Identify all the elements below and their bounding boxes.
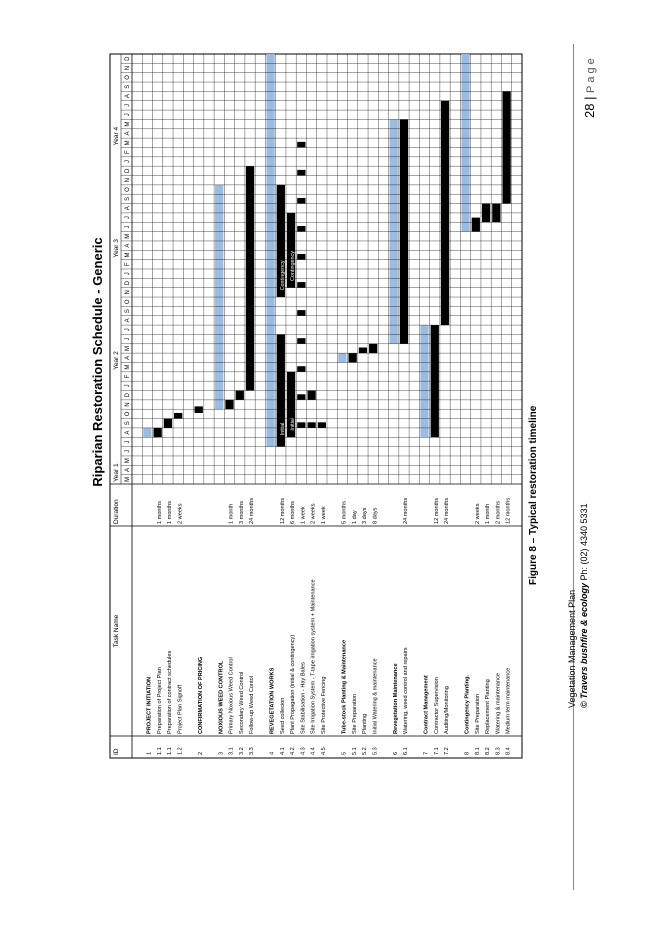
gantt-bar-row-1-0	[143, 428, 151, 437]
month-label-30: S	[125, 196, 131, 201]
month-label-33: D	[125, 168, 131, 174]
month-label-38: M	[125, 121, 131, 127]
month-label-27: J	[125, 225, 131, 229]
row-duration-3: 1 months	[167, 500, 174, 524]
row-duration-30: 24 months	[444, 497, 451, 524]
row-task-21: Site Preparation	[351, 693, 358, 734]
footer-page-number	[581, 0, 621, 118]
month-label-0: M	[125, 476, 131, 482]
month-label-16: J	[125, 328, 131, 332]
row-task-32: Contingency Planting.	[464, 674, 471, 734]
month-label-39: J	[125, 113, 131, 117]
gantt-bar-row-18-0	[318, 422, 326, 428]
row-task-28: Contract Management	[423, 675, 430, 734]
month-label-9: D	[125, 393, 131, 398]
row-id-36: 8.4	[505, 747, 512, 755]
month-label-42: S	[125, 84, 131, 89]
year-label-4: Year 4	[113, 126, 120, 146]
gantt-bar-row-16-6	[297, 254, 305, 260]
row-id-33: 8.1	[474, 747, 481, 755]
row-duration-16: 1 week	[300, 506, 307, 524]
row-task-4: Project Plan Signoff	[177, 684, 184, 734]
row-duration-35: 2 months	[495, 500, 502, 524]
row-id-22: 5.2	[362, 747, 369, 755]
row-id-13: 4	[269, 751, 276, 755]
row-id-16: 4.3	[300, 747, 307, 755]
row-id-2: 1.1	[156, 747, 163, 755]
month-label-11: F	[125, 374, 131, 379]
row-id-26: 6.1	[403, 747, 410, 755]
header-task: Task Name	[113, 614, 120, 648]
gantt-bar-row-16-7	[297, 226, 305, 232]
month-label-18: S	[125, 309, 131, 314]
gantt-bar-row-17-1	[307, 391, 315, 400]
footer-divider	[573, 44, 574, 890]
gantt-bar-row-16-3	[297, 338, 305, 344]
row-id-6: 2	[197, 751, 204, 755]
header-id: ID	[113, 748, 120, 755]
month-label-23: F	[125, 262, 131, 267]
month-label-43: O	[125, 75, 131, 80]
month-label-7: O	[125, 411, 131, 417]
row-duration-33: 2 weeks	[474, 503, 481, 524]
gantt-bar-row-16-9	[297, 170, 305, 176]
month-label-40: J	[125, 103, 131, 107]
month-label-32: N	[125, 178, 131, 183]
row-duration-20: 5 months	[341, 500, 348, 524]
row-id-4: 1.2	[177, 747, 184, 755]
row-duration-36: 12 months	[505, 497, 512, 524]
month-label-15: J	[125, 337, 131, 341]
footer-firm-line	[578, 503, 590, 708]
year-label-3: Year 3	[113, 239, 120, 258]
row-duration-9: 1 month	[228, 503, 235, 524]
gantt-bar-row-22-0	[359, 348, 367, 354]
footer-left	[566, 503, 606, 708]
month-label-3: J	[125, 449, 131, 453]
month-label-41: A	[125, 94, 131, 99]
gantt-bar-row-16-8	[297, 198, 305, 204]
figure-caption: Figure 8 – Typical restoration timeline	[528, 405, 539, 585]
month-label-17: A	[125, 318, 131, 323]
row-id-14: 4.1	[279, 747, 286, 755]
row-duration-4: 2 weeks	[177, 503, 184, 524]
row-duration-14: 12 months	[279, 497, 286, 524]
month-label-21: D	[125, 280, 131, 286]
row-id-35: 8.3	[495, 747, 502, 755]
row-task-1: PROJECT INITIATION	[146, 676, 153, 734]
row-duration-15: 6 months	[290, 500, 297, 524]
gantt-bar-row-17-0	[307, 422, 315, 428]
month-label-6: S	[125, 421, 131, 426]
gantt-bar-row-16-5	[297, 282, 305, 288]
row-id-29: 7.1	[433, 747, 440, 755]
footer-phone: Ph: (02) 4340 5331	[579, 503, 589, 583]
row-id-18: 4.5	[321, 747, 327, 755]
month-label-35: F	[125, 150, 131, 154]
month-label-36: M	[125, 140, 131, 146]
row-duration-18: 1 week	[321, 506, 327, 524]
row-task-15: Plant Propagation (initial & contingency)	[290, 634, 297, 734]
row-duration-10: 3 months	[238, 500, 245, 524]
row-duration-11: 24 months	[249, 497, 256, 524]
row-task-22: Planting	[362, 713, 369, 734]
page-word: Page	[585, 55, 597, 93]
gantt-bar-row-21-0	[349, 353, 357, 362]
month-label-8: N	[125, 402, 131, 407]
month-label-24: M	[125, 252, 131, 258]
month-label-2: M	[125, 458, 131, 464]
row-duration-2: 1 months	[156, 500, 163, 524]
row-task-18: Site Protective Fencing	[321, 676, 327, 734]
row-id-23: 5.3	[372, 747, 379, 755]
month-label-10: J	[125, 384, 131, 388]
row-id-9: 3.1	[228, 747, 235, 755]
month-label-34: J	[125, 160, 131, 163]
header-duration: Duration	[113, 499, 120, 524]
year-label-2: Year 2	[113, 351, 120, 370]
page-number: 28 |	[582, 92, 597, 118]
gantt-bar-row-16-10	[297, 142, 305, 148]
gantt-bar-row-10-0	[236, 391, 244, 400]
row-id-11: 3.3	[249, 747, 256, 755]
month-label-1: A	[125, 467, 131, 472]
month-label-26: M	[125, 233, 131, 239]
row-id-17: 4.4	[310, 747, 317, 755]
row-duration-34: 1 month	[485, 503, 492, 524]
bar-label-row-15-0: Initial	[290, 417, 297, 431]
row-id-25: 6	[392, 751, 399, 755]
row-task-2: Preparation of Project Plan	[156, 667, 163, 734]
row-task-9: Primary Noxious Weed Control	[228, 657, 235, 734]
row-id-15: 4.2	[290, 747, 297, 755]
row-task-35: Watering & maintenance	[495, 672, 502, 734]
row-id-30: 7.2	[444, 747, 451, 755]
row-id-20: 5	[341, 751, 348, 755]
month-label-14: M	[125, 345, 131, 351]
row-task-16: Site Stabilisation - Hay Bales	[300, 662, 307, 734]
row-task-13: REVEGETATION WORKS	[269, 667, 276, 734]
row-id-34: 8.2	[485, 747, 492, 755]
gantt-bar-row-23-0	[369, 344, 377, 353]
row-task-3: Preparation of contract schedules	[167, 650, 174, 734]
gantt-bar-row-32-0	[461, 54, 469, 232]
row-task-8: NOXIOUS WEED CONTROL	[218, 660, 225, 734]
row-task-26: Watering, weed control and repairs	[403, 647, 410, 734]
footer-doc-title: Vegetation Management Plan	[567, 589, 577, 708]
month-label-20: N	[125, 290, 131, 295]
row-id-21: 5.1	[351, 747, 358, 755]
row-task-11: Follow-up Weed Contol	[249, 675, 256, 734]
bar-label-row-15-1: Contingency	[290, 251, 297, 282]
row-id-10: 3.2	[238, 747, 245, 755]
gantt-bar-row-4-0	[174, 413, 182, 419]
row-task-14: Seed collecion	[279, 697, 286, 734]
month-label-13: A	[125, 355, 131, 360]
bar-label-row-14-0: Initial	[279, 422, 286, 436]
row-task-36: Medium term maintenance	[505, 667, 512, 734]
row-task-6: CONFIRMATION OF PRICING	[197, 656, 204, 734]
row-task-10: Secondary Weed Control	[238, 671, 245, 734]
row-task-33: Site Preparation	[474, 693, 481, 734]
month-label-31: O	[125, 187, 131, 192]
row-task-20: Tube-stock Planting & Maintenance	[341, 639, 348, 734]
gantt-bar-row-16-0	[297, 422, 305, 428]
gantt-bar-row-9-0	[225, 400, 233, 409]
row-id-28: 7	[423, 751, 430, 755]
row-task-23: Initial Watering & maintenance	[372, 658, 379, 734]
row-duration-17: 2 weeks	[310, 503, 317, 524]
row-task-25: Revegetation Maintenance	[392, 663, 399, 734]
month-label-25: A	[125, 243, 131, 248]
month-label-5: A	[125, 430, 131, 435]
month-label-12: M	[125, 364, 131, 370]
month-label-45: D	[125, 56, 131, 61]
month-label-37: A	[125, 131, 131, 136]
month-label-29: A	[125, 206, 131, 211]
row-duration-29: 12 months	[433, 497, 440, 524]
row-id-32: 8	[464, 751, 471, 755]
row-id-8: 3	[218, 751, 225, 755]
schedule-rotated-group	[90, 54, 522, 758]
gantt-bar-row-16-4	[297, 310, 305, 316]
gantt-bar-row-3-0	[164, 419, 172, 428]
gantt-bar-row-33-0	[472, 218, 480, 232]
row-duration-21: 1 day	[351, 510, 358, 524]
month-label-44: N	[125, 65, 131, 71]
gantt-bar-row-16-2	[297, 366, 305, 372]
gantt-bar-row-20-0	[338, 353, 346, 362]
row-id-3: 1.1	[167, 747, 174, 755]
gantt-bar-row-6-0	[195, 406, 203, 413]
year-label-1: Year 1	[113, 463, 120, 482]
month-label-28: J	[125, 216, 131, 220]
gantt-bar-row-16-1	[297, 394, 305, 400]
row-duration-22: 3 days	[362, 507, 369, 524]
row-task-30: Auditing/Monitoring	[444, 686, 451, 734]
month-label-4: J	[125, 440, 131, 444]
row-id-1: 1	[146, 751, 153, 755]
row-task-34: Replacement Planting	[485, 679, 492, 734]
schedule-title: Riparian Restoration Schedule - Generic	[90, 237, 105, 487]
month-label-22: J	[125, 272, 131, 276]
row-task-29: Contractor Supervision	[433, 677, 440, 734]
row-duration-23: 8 days	[372, 507, 379, 524]
row-duration-26: 24 months	[403, 497, 410, 524]
footer-firm: © Travers bushfire & ecology	[579, 582, 589, 708]
bar-label-row-14-1: Contingency	[279, 260, 286, 291]
month-label-19: O	[125, 299, 131, 305]
gantt-bar-row-2-0	[154, 428, 162, 437]
row-task-17: Site Irrigation System - T-tape irrigation system + Maintenance	[310, 579, 317, 734]
